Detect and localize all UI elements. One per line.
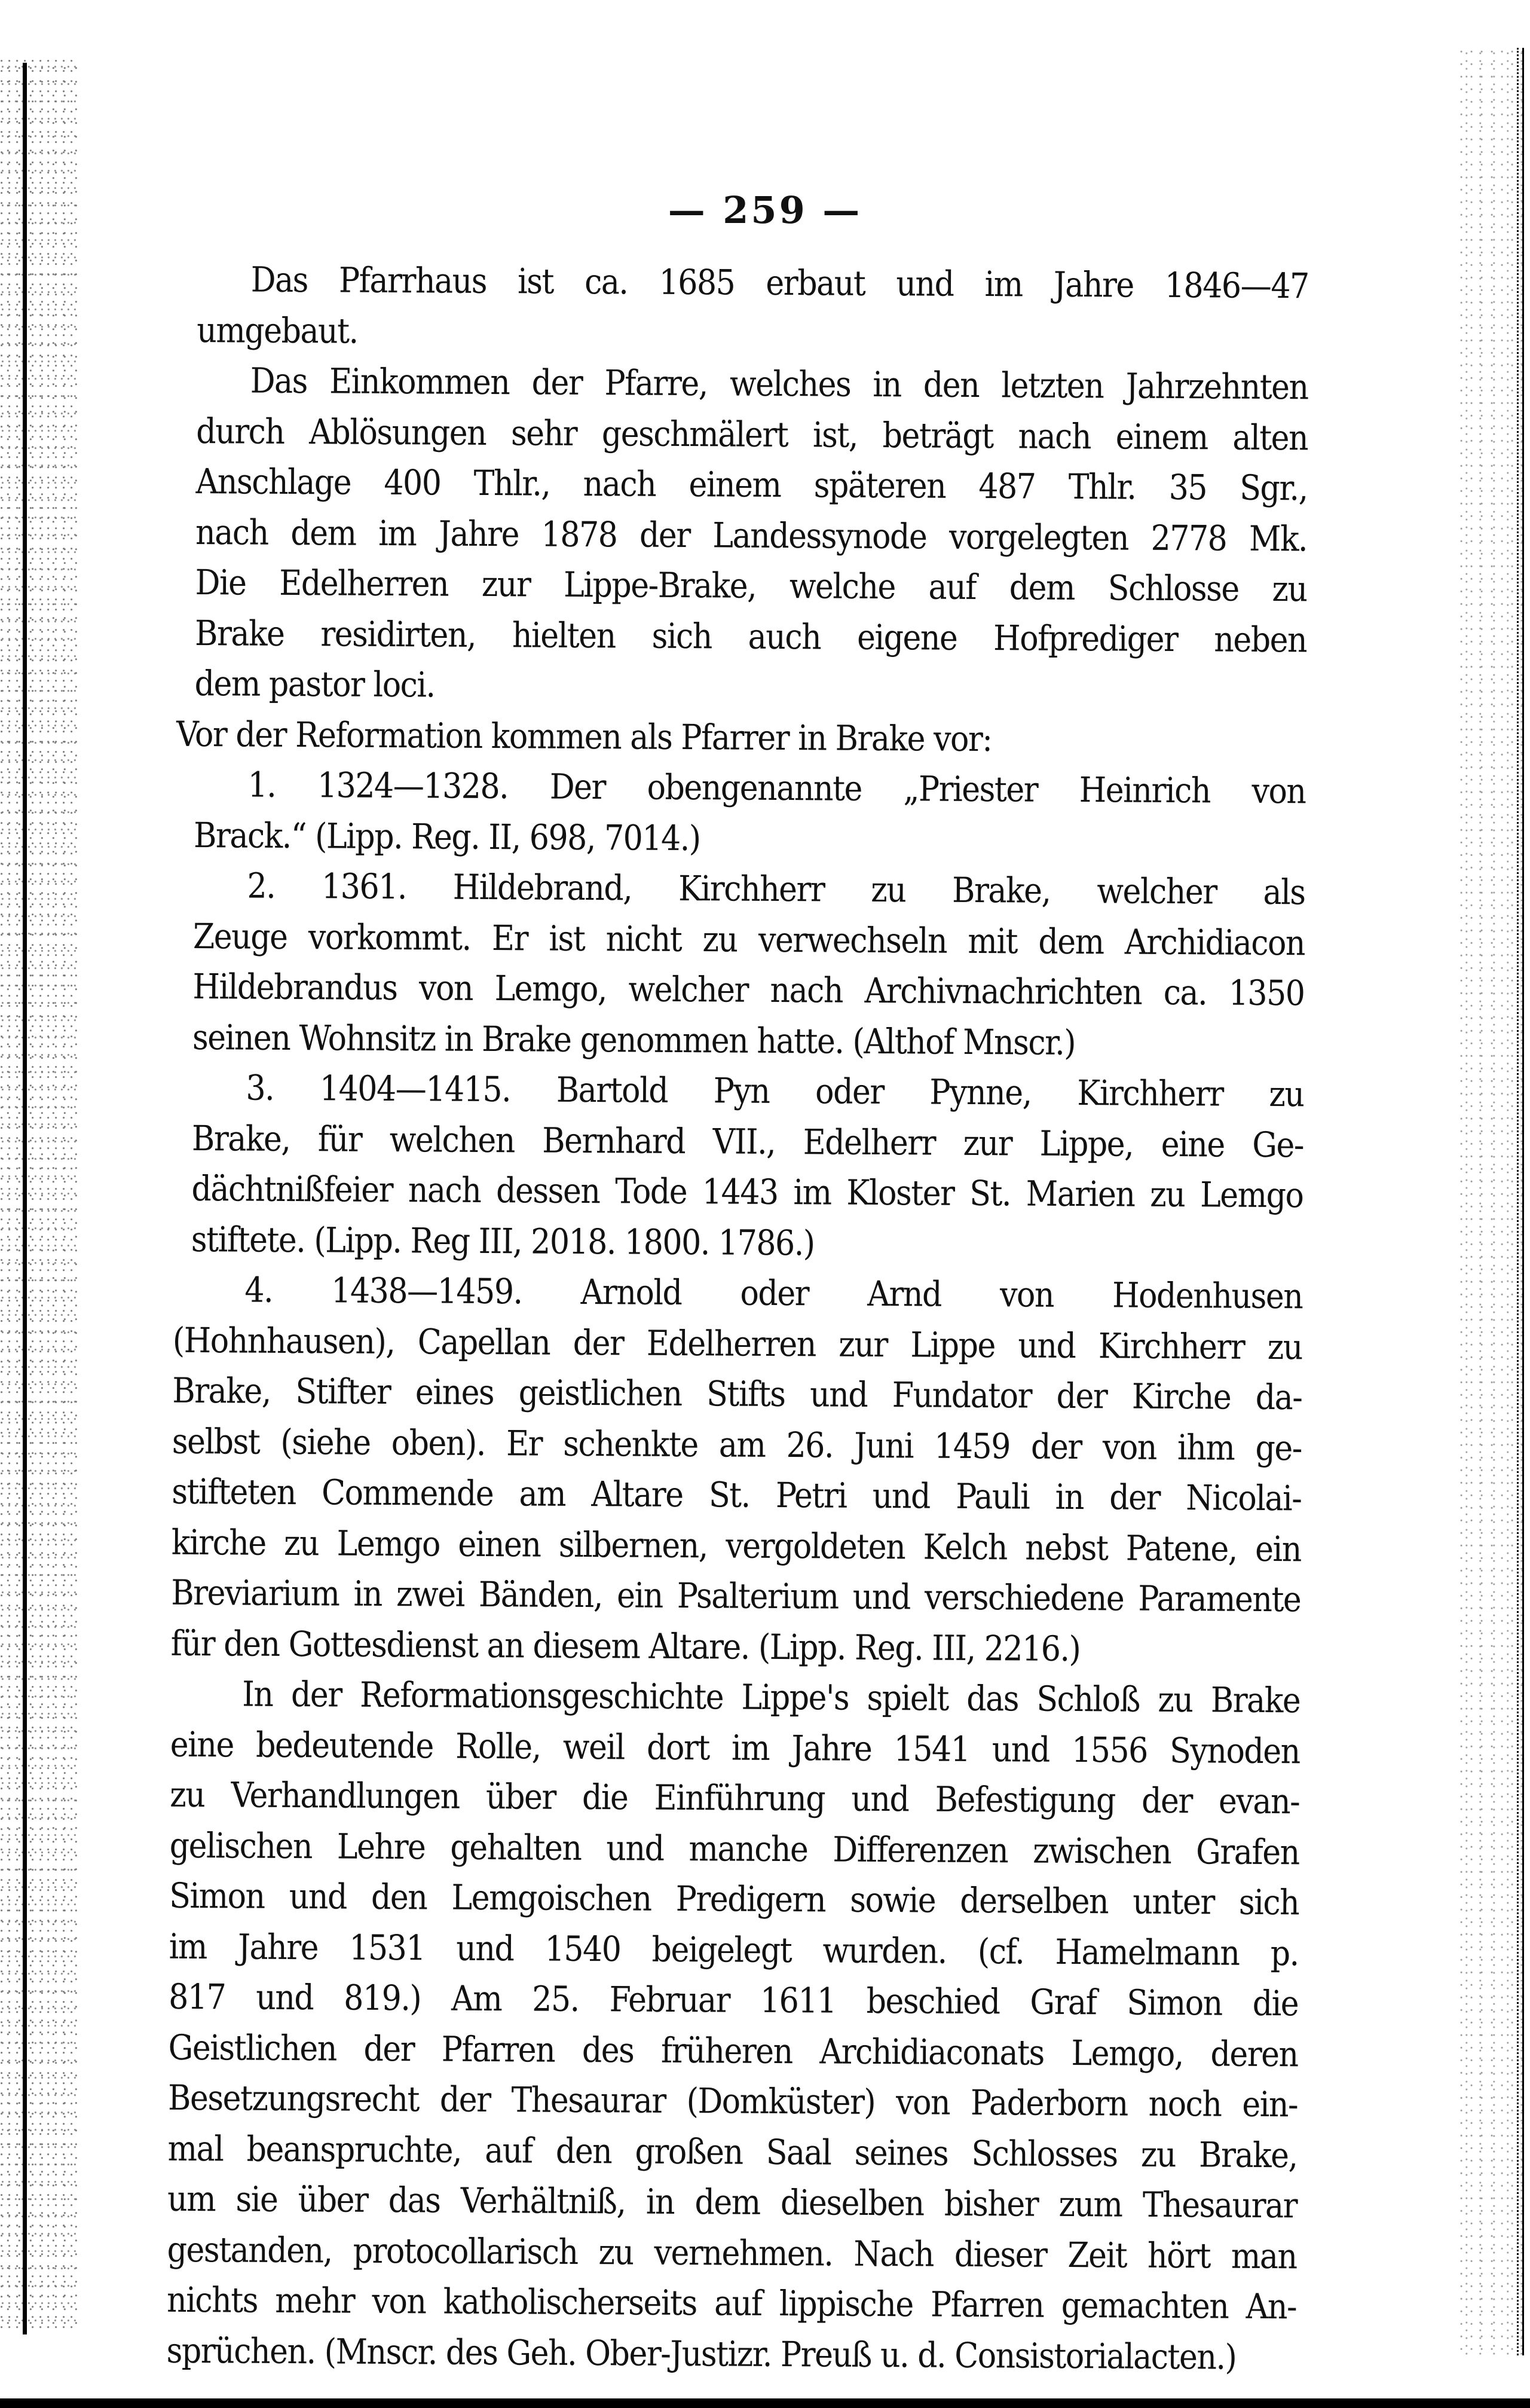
text-line: Brake residirten, hielten sich auch eigene Hofprediger neben bbox=[194, 612, 1307, 660]
page-number: — 259 — bbox=[668, 188, 862, 232]
text-line: Die Edelherren zur Lippe-Brake, welche auf dem Schlosse zu bbox=[195, 561, 1307, 610]
text-line: 2. 1361. Hildebrand, Kirchherr zu Brake, welcher als bbox=[247, 865, 1305, 913]
text-line: eine bedeutende Rolle, weil dort im Jahre 1541 und 1556 Synoden bbox=[170, 1724, 1300, 1771]
text-line: gestanden, protocollarisch zu vernehmen. Nach dieser Zeit hört man bbox=[167, 2229, 1297, 2276]
text-line: für den Gottesdienst an diesem Altare. (Lipp. Reg. III, 2216.) bbox=[170, 1622, 1081, 1669]
list-item-pfarrer-4 bbox=[170, 1264, 1303, 1675]
text-line: (Hohnhausen), Capellan der Edelherren zur Lippe und Kirchherr zu bbox=[172, 1319, 1303, 1367]
text-line: mal beanspruchte, auf den großen Saal seines Schlosses zu Brake, bbox=[167, 2128, 1298, 2175]
text-line: stiftete. (Lipp. Reg III, 2018. 1800. 1786.) bbox=[191, 1218, 815, 1263]
page-edge-left bbox=[23, 63, 27, 2334]
text-line: Brack.“ (Lipp. Reg. II, 698, 7014.) bbox=[193, 814, 700, 858]
page-edge-right bbox=[1517, 48, 1524, 2355]
text-line: 4. 1438—1459. Arnold oder Arnd von Hodenhusen bbox=[244, 1269, 1303, 1317]
text-line: Das Einkommen der Pfarre, welches in den letzten Jahrzehnten bbox=[250, 360, 1308, 408]
paragraph-pfarrhaus bbox=[197, 254, 1309, 362]
text-line: Anschlage 400 Thlr., nach einem späteren 487 Thlr. 35 Sgr., bbox=[195, 460, 1308, 509]
text-line: Hildebrandus von Lemgo, welcher nach Archivnachrichten ca. 1350 bbox=[192, 965, 1305, 1014]
text-line: Vor der Reformation kommen als Pfarrer in Brake vor: bbox=[176, 713, 992, 759]
text-line: seinen Wohnsitz in Brake genommen hatte. (Althof Mnscr.) bbox=[192, 1016, 1076, 1063]
paragraph-vor-reformation bbox=[176, 708, 1306, 766]
text-line: um sie über das Verhältniß, in dem dieselben bisher zum Thesaurar bbox=[167, 2178, 1298, 2226]
text-line: 1. 1324—1328. Der obengenannte „Priester Heinrich von bbox=[247, 764, 1306, 812]
text-line: sprüchen. (Mnscr. des Geh. Ober-Justizr. Preuß u. d. Consistorialacten.) bbox=[166, 2330, 1237, 2378]
text-line: Brake, Stifter eines geistlichen Stifts und Fundator der Kirche da- bbox=[172, 1370, 1302, 1418]
text-line: In der Reformationsgeschichte Lippe's spielt das Schloß zu Brake bbox=[242, 1673, 1300, 1721]
text-line: Geistlichen der Pfarren des früheren Archidiaconats Lemgo, deren bbox=[168, 2027, 1298, 2074]
text-line: durch Ablösungen sehr geschmälert ist, beträgt nach einem alten bbox=[195, 410, 1308, 458]
text-line: nach dem im Jahre 1878 der Landessynode vorgelegten 2778 Mk. bbox=[195, 511, 1308, 559]
list-item-pfarrer-1 bbox=[194, 759, 1306, 867]
text-line: kirche zu Lemgo einen silbernen, vergoldeten Kelch nebst Patene, ein bbox=[171, 1521, 1302, 1569]
text-line: Besetzungsrecht der Thesaurar (Domküster) von Paderborn noch ein- bbox=[167, 2077, 1298, 2125]
text-line: dächtnißfeier nach dessen Tode 1443 im Kloster St. Marien zu Lemgo bbox=[191, 1168, 1303, 1216]
text-line: umgebaut. bbox=[197, 309, 358, 352]
text-line: Brake, für welchen Bernhard VII., Edelherr zur Lippe, eine Ge- bbox=[191, 1117, 1304, 1165]
text-line: selbst (siehe oben). Er schenkte am 26. Juni 1459 der von ihm ge- bbox=[172, 1420, 1302, 1468]
paragraph-einkommen bbox=[194, 355, 1308, 716]
text-line: 817 und 819.) Am 25. Februar 1611 beschied Graf Simon die bbox=[168, 1976, 1299, 2024]
text-line: zu Verhandlungen über die Einführung und Befestigung der evan- bbox=[170, 1774, 1300, 1822]
text-line: stifteten Commende am Altare St. Petri und Pauli in der Nicolai- bbox=[172, 1471, 1302, 1519]
text-line: 3. 1404—1415. Bartold Pyn oder Pynne, Kirchherr zu bbox=[246, 1067, 1304, 1115]
text-line: Simon und den Lemgoischen Predigern sowie derselben unter sich bbox=[169, 1875, 1299, 1923]
paragraph-reformationsgeschichte bbox=[166, 1669, 1300, 2382]
text-line: gelischen Lehre gehalten und manche Differenzen zwischen Grafen bbox=[169, 1825, 1299, 1872]
text-line: Breviarium in zwei Bänden, ein Psalterium und verschiedene Paramente bbox=[171, 1572, 1301, 1620]
text-line: Das Pfarrhaus ist ca. 1685 erbaut und im Jahre 1846—47 bbox=[250, 259, 1309, 307]
scan-noise-left-margin bbox=[0, 60, 78, 2331]
text-line: dem pastor loci. bbox=[194, 662, 435, 705]
list-item-pfarrer-3 bbox=[191, 1062, 1304, 1271]
scan-bottom-border bbox=[0, 2398, 1530, 2408]
text-line: nichts mehr von katholischerseits auf lippische Pfarren gemachten An- bbox=[166, 2279, 1297, 2327]
text-line: Zeuge vorkommt. Er ist nicht zu verwechseln mit dem Archidiacon bbox=[192, 915, 1305, 963]
page-body bbox=[166, 254, 1309, 2382]
text-line: im Jahre 1531 und 1540 beigelegt wurden. (cf. Hamelmann p. bbox=[169, 1926, 1299, 1973]
list-item-pfarrer-2 bbox=[192, 860, 1305, 1069]
